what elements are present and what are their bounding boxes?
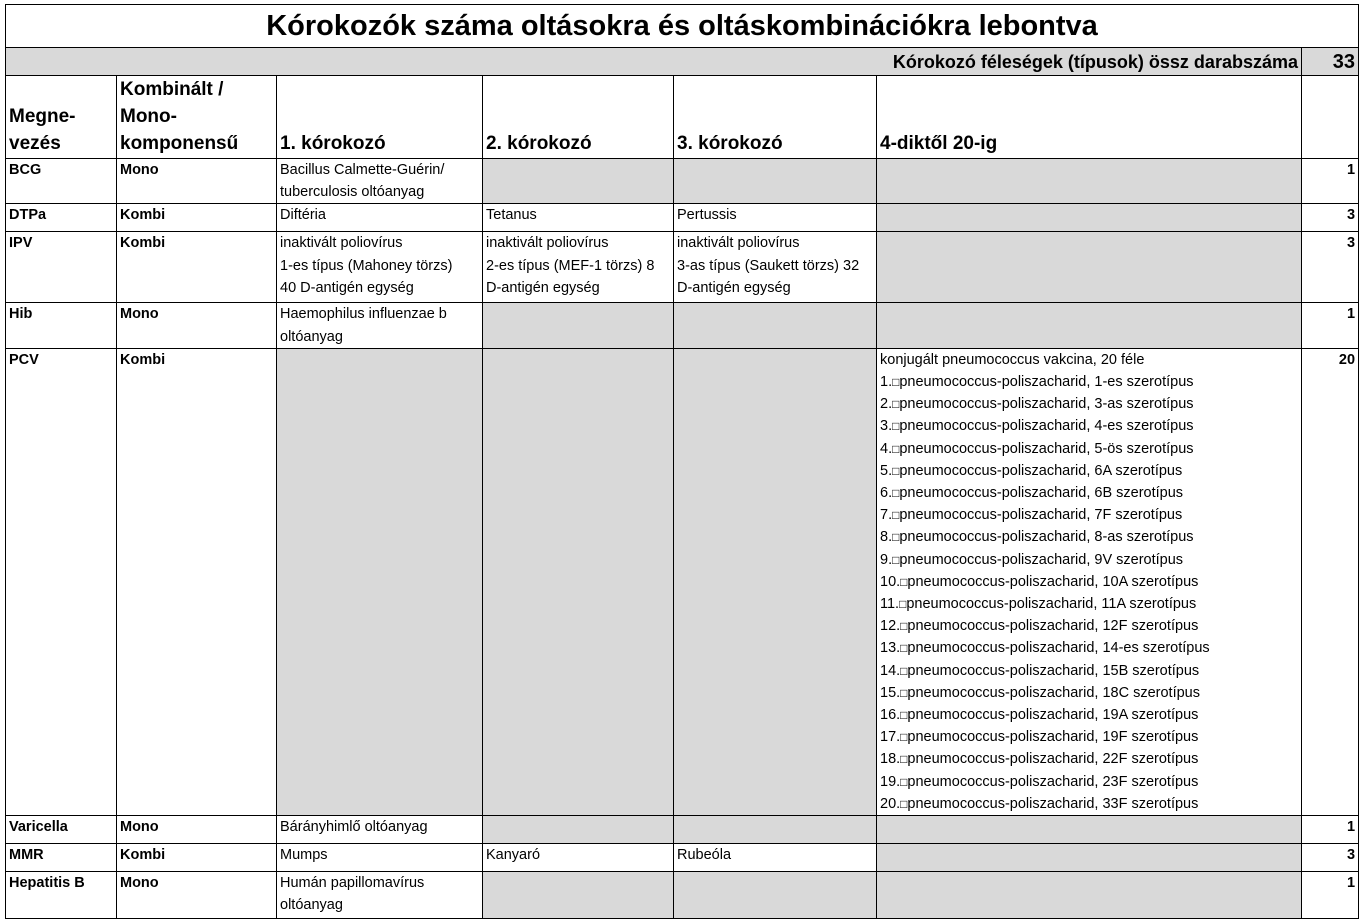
tab-placeholder-icon: □ [892,530,900,545]
row-pathogen-2: inaktivált poliovírus 2-es típus (MEF-1 törzs) 8 D-antigén egység [483,232,674,303]
tab-placeholder-icon: □ [892,419,900,434]
table-row-mmr [6,844,1359,872]
pcv-serotype-text: pneumococcus-poliszacharid, 19F szerotípus [907,729,1199,746]
header-pathogen-1: 1. kórokozó [277,76,483,159]
pcv-serotype-item [880,637,1298,659]
pcv-heading: konjugált pneumococcus vakcina, 20 féle [880,351,1145,368]
row-name: DTPa [6,204,117,232]
pcv-serotype-number: 1. [880,374,893,391]
pcv-serotype-text: pneumococcus-poliszacharid, 33F szerotípus [907,795,1199,812]
pcv-serotype-item [880,504,1298,526]
row-pathogen-2 [483,303,674,348]
pcv-serotype-text: pneumococcus-poliszacharid, 18C szerotípus [907,684,1200,701]
pcv-serotype-number: 18. [880,751,901,768]
row-pathogen-3 [674,348,877,815]
row-kind: Mono [117,303,277,348]
pcv-serotype-number: 3. [880,418,893,435]
pcv-serotype-item [880,438,1298,460]
row-pathogen-2: Kanyaró [483,844,674,872]
total-row [6,48,1359,76]
tab-placeholder-icon: □ [892,552,900,567]
pathogen-table [5,4,1359,919]
pcv-serotype-number: 17. [880,729,901,746]
row-pathogen-1: Haemophilus influenzae b oltóanyag [277,303,483,348]
tab-placeholder-icon: □ [899,597,907,612]
total-label: Kórokozó féleségek (típusok) össz darabszáma [6,48,1302,76]
pcv-serotype-item [880,726,1298,748]
tab-placeholder-icon: □ [892,397,900,412]
row-pathogen-4-20 [877,232,1302,303]
row-pathogen-3: Pertussis [674,204,877,232]
pcv-serotype-text: pneumococcus-poliszacharid, 6B szerotípus [899,485,1184,502]
row-count: 3 [1302,232,1359,303]
row-name: PCV [6,348,117,815]
pcv-serotype-number: 14. [880,662,901,679]
row-pathogen-4-20 [877,159,1302,204]
tab-placeholder-icon: □ [900,752,908,767]
row-pathogen-4-20 [877,204,1302,232]
row-pathogen-3: Rubeóla [674,844,877,872]
tab-placeholder-icon: □ [900,730,908,745]
pcv-serotype-text: pneumococcus-poliszacharid, 4-es szerotípus [899,418,1194,435]
row-pathogen-1: Bacillus Calmette-Guérin/ tuberculosis oltóanyag [277,159,483,204]
header-pathogen-2: 2. kórokozó [483,76,674,159]
row-name: Hepatitis B [6,872,117,919]
tab-placeholder-icon: □ [900,708,908,723]
table-row-hib [6,303,1359,348]
row-pathogen-3 [674,816,877,844]
total-value: 33 [1302,48,1359,76]
pcv-serotype-text: pneumococcus-poliszacharid, 8-as szerotípus [899,529,1194,546]
tab-placeholder-icon: □ [892,463,900,478]
sheet-title: Kórokozók száma oltásokra és oltáskombinációkra lebontva [6,5,1359,48]
row-count: 1 [1302,816,1359,844]
pcv-serotype-text: pneumococcus-poliszacharid, 15B szerotípus [907,662,1200,679]
tab-placeholder-icon: □ [900,685,908,700]
row-name: Hib [6,303,117,348]
row-pathogen-3: inaktivált poliovírus 3-as típus (Saukett törzs) 32 D-antigén egység [674,232,877,303]
header-row [6,76,1359,159]
pcv-serotype-item [880,793,1298,815]
row-pathogen-3 [674,159,877,204]
header-pathogen-3: 3. kórokozó [674,76,877,159]
pcv-serotype-item [880,526,1298,548]
pcv-serotype-item [880,482,1298,504]
pcv-serotype-item [880,660,1298,682]
row-count: 3 [1302,204,1359,232]
table-row-dtpa [6,204,1359,232]
row-pathogen-2 [483,816,674,844]
row-pathogen-2 [483,872,674,919]
row-pathogen-1: Bárányhimlő oltóanyag [277,816,483,844]
tab-placeholder-icon: □ [892,486,900,501]
row-kind: Kombi [117,232,277,303]
tab-placeholder-icon: □ [892,441,900,456]
pcv-serotype-number: 19. [880,773,901,790]
pcv-serotype-number: 20. [880,795,901,812]
header-pathogen-4-20: 4-diktől 20-ig [877,76,1302,159]
row-pathogen-4-20 [877,872,1302,919]
table-row-hepatitis-b [6,872,1359,919]
pcv-serotype-item [880,371,1298,393]
row-name: IPV [6,232,117,303]
pcv-serotype-item [880,460,1298,482]
pcv-serotype-number: 15. [880,684,901,701]
row-pathogen-2: Tetanus [483,204,674,232]
row-pathogen-2 [483,159,674,204]
pcv-serotype-number: 8. [880,529,893,546]
pcv-serotype-number: 12. [880,618,901,635]
row-kind: Mono [117,872,277,919]
pcv-serotype-text: pneumococcus-poliszacharid, 19A szerotípus [907,707,1199,724]
tab-placeholder-icon: □ [900,796,908,811]
row-count: 1 [1302,159,1359,204]
pcv-serotype-item [880,682,1298,704]
pcv-serotype-number: 11. [880,596,900,613]
pcv-serotype-item [880,748,1298,770]
tab-placeholder-icon: □ [900,774,908,789]
tab-placeholder-icon: □ [892,375,900,390]
header-count [1302,76,1359,159]
tab-placeholder-icon: □ [900,663,908,678]
pcv-serotype-text: pneumococcus-poliszacharid, 7F szerotípus [899,507,1183,524]
row-count: 3 [1302,844,1359,872]
pcv-serotype-list [880,371,1298,815]
tab-placeholder-icon: □ [900,619,908,634]
pcv-serotype-number: 6. [880,485,893,502]
header-name: Megne- vezés [6,76,117,159]
row-pathogen-4-20 [877,303,1302,348]
pcv-serotype-item [880,571,1298,593]
row-pathogen-1: Diftéria [277,204,483,232]
tab-placeholder-icon: □ [900,574,908,589]
pcv-serotype-text: pneumococcus-poliszacharid, 23F szerotípus [907,773,1199,790]
row-name: MMR [6,844,117,872]
row-kind: Mono [117,816,277,844]
pcv-serotype-text: pneumococcus-poliszacharid, 11A szerotípus [906,596,1197,613]
row-pathogen-4-20 [877,816,1302,844]
pcv-serotype-text: pneumococcus-poliszacharid, 9V szerotípus [899,551,1184,568]
row-pathogen-1: Mumps [277,844,483,872]
pcv-serotype-number: 4. [880,440,893,457]
tab-placeholder-icon: □ [900,641,908,656]
row-pathogen-1: inaktivált poliovírus 1-es típus (Mahoney törzs) 40 D-antigén egység [277,232,483,303]
pcv-serotype-text: pneumococcus-poliszacharid, 1-es szerotípus [899,374,1194,391]
pcv-serotype-number: 10. [880,573,901,590]
pcv-serotype-item [880,615,1298,637]
pcv-serotype-item [880,393,1298,415]
pcv-serotype-text: pneumococcus-poliszacharid, 6A szerotípus [899,462,1183,479]
row-pathogen-4-20 [877,348,1302,815]
pcv-serotype-text: pneumococcus-poliszacharid, 3-as szerotípus [899,396,1194,413]
pcv-serotype-number: 16. [880,707,901,724]
pcv-serotype-number: 13. [880,640,901,657]
table-row-bcg [6,159,1359,204]
row-count: 1 [1302,303,1359,348]
pcv-serotype-text: pneumococcus-poliszacharid, 12F szerotípus [907,618,1199,635]
row-name: BCG [6,159,117,204]
row-pathogen-3 [674,872,877,919]
pcv-serotype-item [880,704,1298,726]
table-row-pcv [6,348,1359,815]
pcv-serotype-item [880,549,1298,571]
table-row-varicella [6,816,1359,844]
pcv-serotype-item [880,593,1298,615]
header-kind: Kombinált / Mono- komponensű [117,76,277,159]
pcv-serotype-item [880,771,1298,793]
pcv-serotype-number: 9. [880,551,893,568]
row-pathogen-2 [483,348,674,815]
row-pathogen-1 [277,348,483,815]
pcv-serotype-number: 2. [880,396,893,413]
pcv-serotype-number: 5. [880,462,893,479]
pcv-serotype-text: pneumococcus-poliszacharid, 14-es szerotípus [907,640,1210,657]
pcv-serotype-item [880,415,1298,437]
row-kind: Kombi [117,348,277,815]
row-count: 1 [1302,872,1359,919]
row-count: 20 [1302,348,1359,815]
table-row-ipv [6,232,1359,303]
pcv-serotype-number: 7. [880,507,893,524]
pcv-serotype-text: pneumococcus-poliszacharid, 22F szerotípus [907,751,1199,768]
row-kind: Kombi [117,204,277,232]
row-pathogen-4-20 [877,844,1302,872]
row-kind: Kombi [117,844,277,872]
row-name: Varicella [6,816,117,844]
pcv-serotype-text: pneumococcus-poliszacharid, 5-ös szerotípus [899,440,1194,457]
title-row [6,5,1359,48]
row-pathogen-1: Humán papillomavírus oltóanyag [277,872,483,919]
pcv-serotype-text: pneumococcus-poliszacharid, 10A szerotípus [907,573,1199,590]
row-pathogen-3 [674,303,877,348]
tab-placeholder-icon: □ [892,508,900,523]
row-kind: Mono [117,159,277,204]
